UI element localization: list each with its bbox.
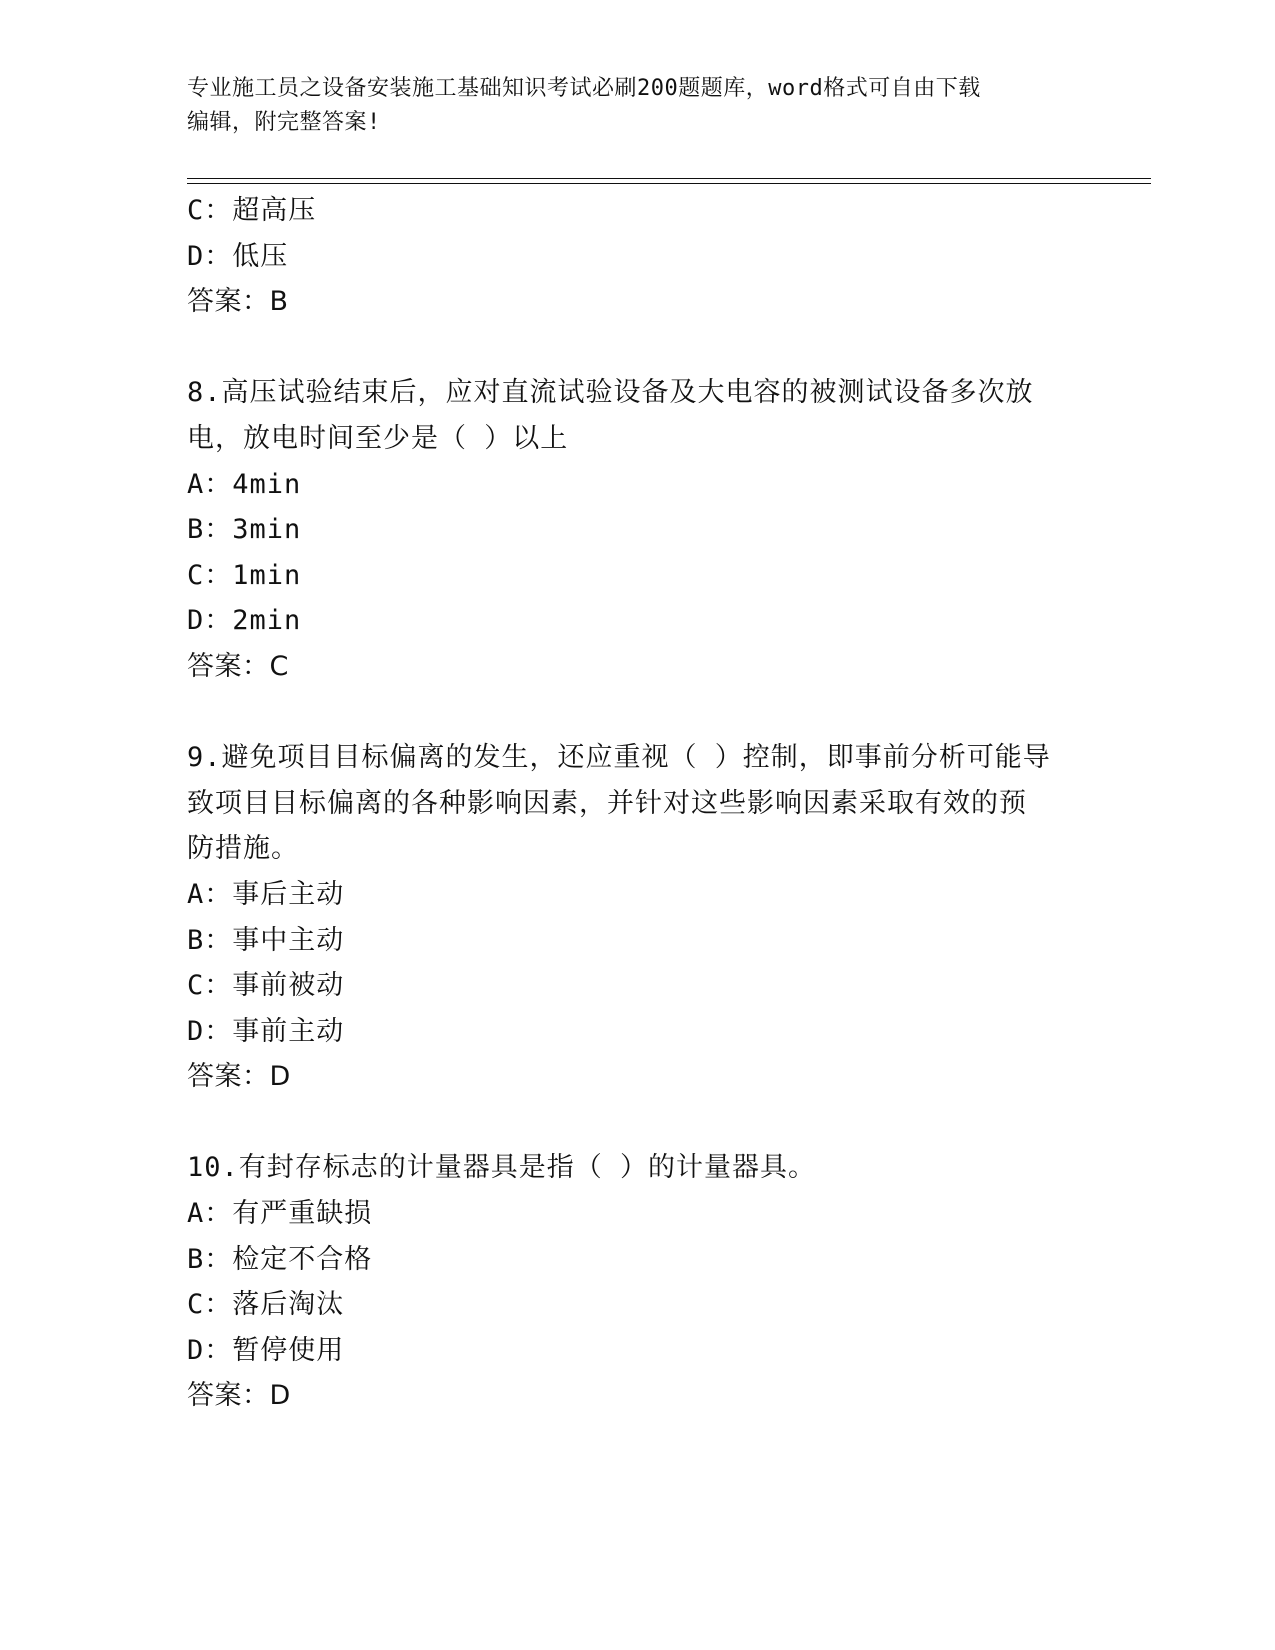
page-header	[187, 72, 1067, 140]
question-8	[187, 370, 1087, 689]
option-b: B：检定不合格	[187, 1243, 373, 1275]
question-7-tail	[187, 188, 1087, 325]
option-d: D：2min	[187, 605, 302, 637]
option-d: D：暂停使用	[187, 1334, 345, 1366]
question-stem-line: 防措施。	[187, 833, 299, 865]
spacer	[187, 325, 1087, 371]
option-a: A：事后主动	[187, 878, 345, 910]
question-stem-line: 9.避免项目目标偏离的发生，还应重视（ ）控制，即事前分析可能导	[187, 742, 1051, 774]
option-c: C：1min	[187, 559, 302, 591]
question-stem-line: 致项目目标偏离的各种影响因素，并针对这些影响因素采取有效的预	[187, 787, 1027, 819]
option-c: C：事前被动	[187, 970, 345, 1002]
answer-line: 答案：D	[187, 1061, 291, 1093]
question-list	[187, 188, 1087, 1419]
answer-line: 答案：B	[187, 286, 289, 318]
header-divider-top	[187, 178, 1151, 179]
spacer	[187, 690, 1087, 736]
spacer	[187, 1100, 1087, 1146]
answer-line: 答案：D	[187, 1380, 291, 1412]
option-d: D：低压	[187, 240, 289, 272]
header-divider-bottom	[187, 183, 1151, 184]
option-a: A：有严重缺损	[187, 1198, 373, 1230]
question-stem-line: 10.有封存标志的计量器具是指（ ）的计量器具。	[187, 1152, 817, 1184]
question-stem-line: 8.高压试验结束后，应对直流试验设备及大电容的被测试设备多次放	[187, 377, 1034, 409]
answer-line: 答案：C	[187, 650, 289, 682]
question-10	[187, 1145, 1087, 1419]
question-9	[187, 735, 1087, 1100]
option-d: D：事前主动	[187, 1015, 345, 1047]
option-a: A：4min	[187, 468, 302, 500]
header-title-line-1: 专业施工员之设备安装施工基础知识考试必刷200题题库，word格式可自由下载	[187, 76, 981, 101]
option-c: C：超高压	[187, 195, 317, 226]
question-stem-line: 电，放电时间至少是（ ）以上	[187, 422, 569, 454]
option-b: B：事中主动	[187, 924, 345, 956]
header-title-line-2: 编辑，附完整答案!	[187, 110, 381, 135]
option-c: C：落后淘汰	[187, 1289, 345, 1321]
option-b: B：3min	[187, 514, 302, 546]
